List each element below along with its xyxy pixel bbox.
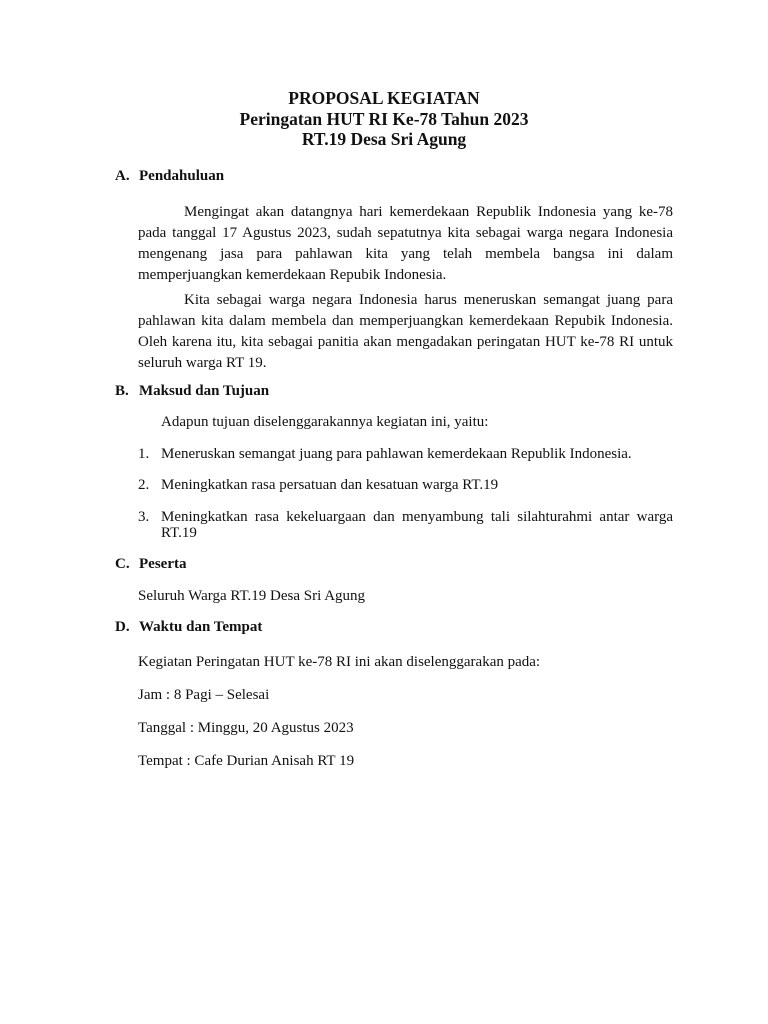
section-b-intro: Adapun tujuan diselenggarakannya kegiatan ini, yaitu: — [161, 414, 489, 430]
list-item — [138, 446, 673, 462]
list-item-number: 1. — [138, 446, 150, 462]
section-c-letter: C. — [115, 556, 130, 572]
section-c-text: Seluruh Warga RT.19 Desa Sri Agung — [138, 588, 366, 604]
section-c-title: Peserta — [139, 556, 187, 572]
section-a-paragraph-1: Mengingat akan datangnya hari kemerdekaan Republik Indonesia yang ke-78 pada tanggal 17 Agustus 2023, sudah sepatutnya kita sebagai warga negara Indonesia mengenang jasa para pahlawan kita yang telah membela bangsa ini dalam memperjuangkan kemerdekaan Repubik Indonesia. — [138, 204, 673, 283]
section-d-letter: D. — [115, 619, 130, 635]
title-line-3: RT.19 Desa Sri Agung — [301, 129, 467, 149]
section-a-paragraph-2: Kita sebagai warga negara Indonesia harus meneruskan semangat juang para pahlawan kita dalam membela dan memperjuangkan kemerdekaan Repubik Indonesia. Oleh karena itu, kita sebagai panitia akan mengadakan peringatan HUT ke-78 RI untuk seluruh warga RT 19. — [138, 292, 673, 371]
list-item-number: 3. — [138, 509, 150, 525]
title-line-1: PROPOSAL KEGIATAN — [288, 88, 480, 108]
time-line: Jam : 8 Pagi – Selesai — [138, 687, 270, 703]
list-item — [138, 509, 673, 541]
title-line-2: Peringatan HUT RI Ke-78 Tahun 2023 — [239, 108, 529, 129]
list-item-text: Meningkatkan rasa kekeluargaan dan menyambung tali silahturahmi antar warga RT.19 — [161, 509, 673, 541]
section-a-title: Pendahuluan — [139, 168, 225, 184]
section-d-intro: Kegiatan Peringatan HUT ke-78 RI ini akan diselenggarakan pada: — [138, 654, 541, 670]
list-item — [138, 477, 673, 493]
list-item-text: Meneruskan semangat juang para pahlawan kemerdekaan Republik Indonesia. — [161, 446, 632, 462]
date-line: Tanggal : Minggu, 20 Agustus 2023 — [138, 720, 354, 736]
section-a-letter: A. — [115, 168, 130, 184]
list-item-number: 2. — [138, 477, 150, 493]
section-a-heading — [115, 167, 224, 185]
document-title — [0, 88, 768, 150]
place-line: Tempat : Cafe Durian Anisah RT 19 — [138, 753, 355, 769]
section-b-heading — [115, 382, 269, 400]
section-d-title: Waktu dan Tempat — [139, 619, 263, 635]
section-b-title: Maksud dan Tujuan — [139, 383, 270, 399]
section-d-heading — [115, 618, 262, 636]
list-item-text: Meningkatkan rasa persatuan dan kesatuan warga RT.19 — [161, 477, 499, 493]
section-c-heading — [115, 555, 186, 573]
section-b-letter: B. — [115, 383, 129, 399]
